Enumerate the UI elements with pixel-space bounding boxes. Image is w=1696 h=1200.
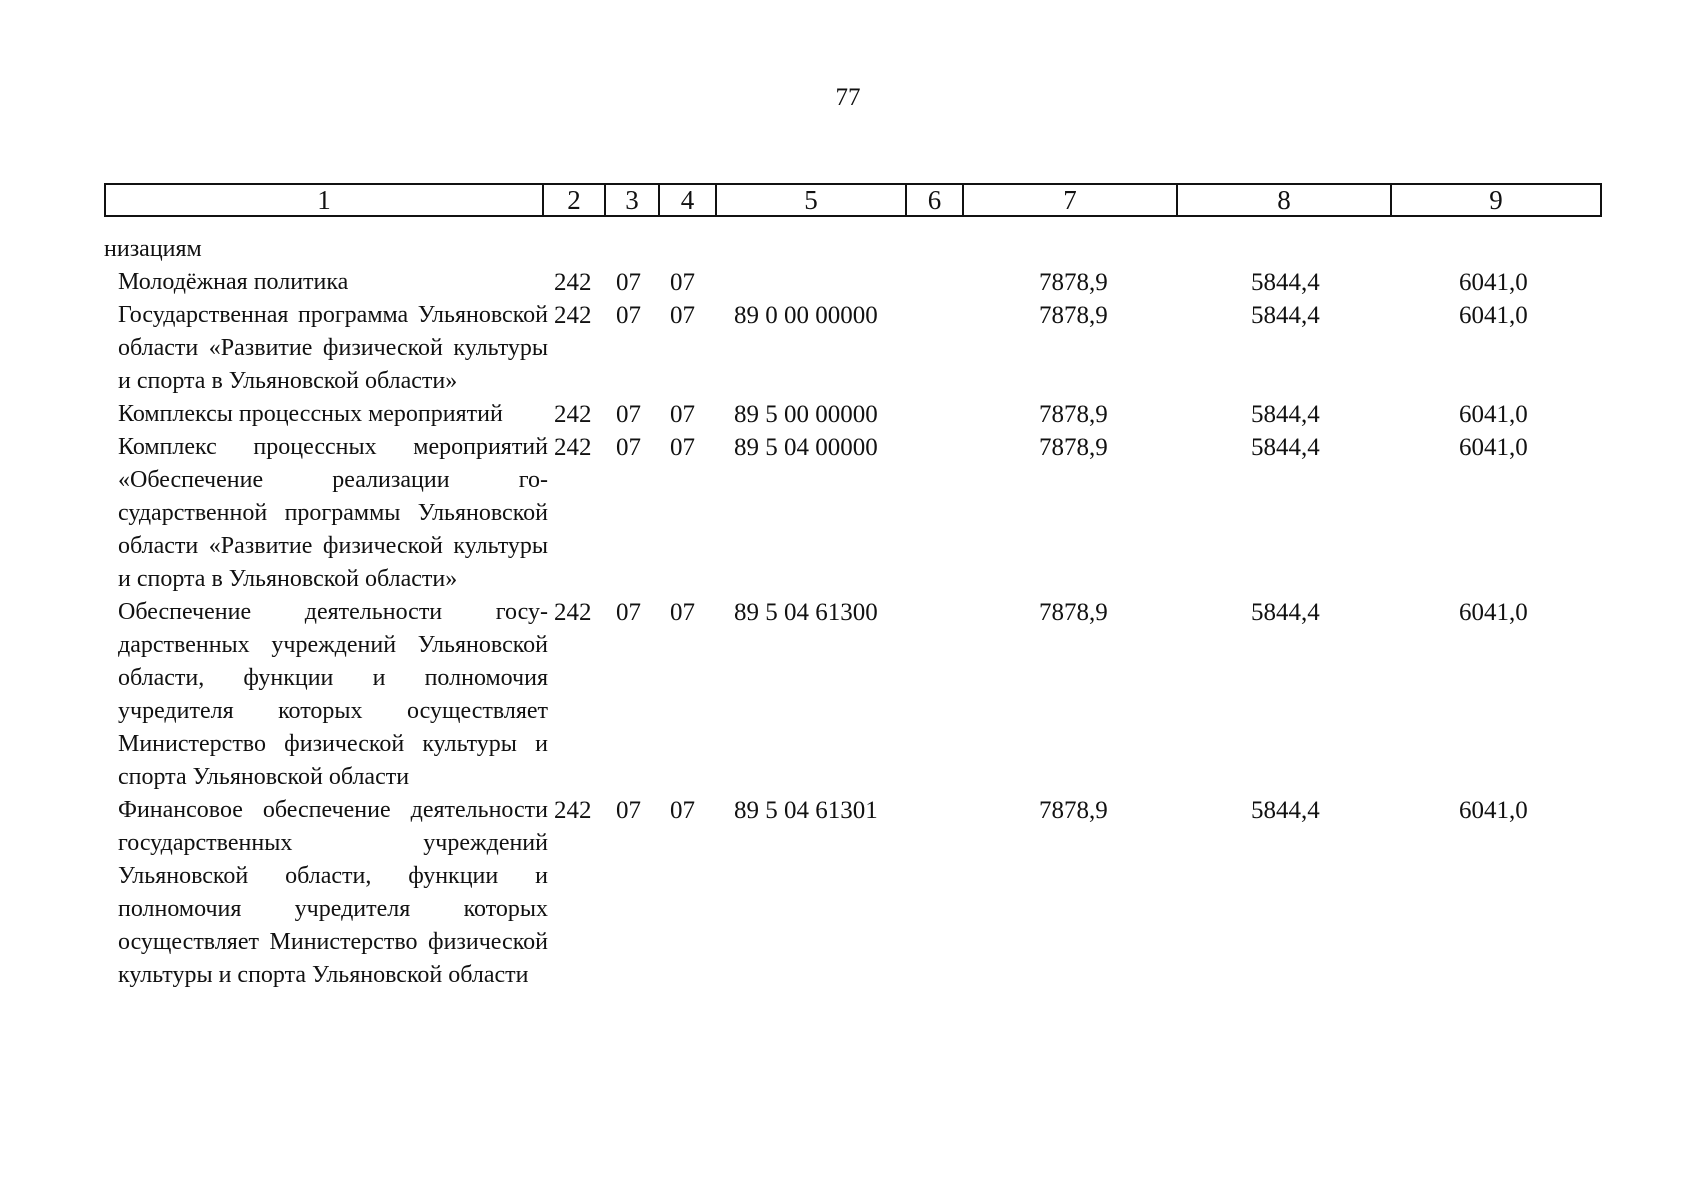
page-number: 77 <box>835 84 861 111</box>
cell-col-5: 89 5 04 61300 <box>734 599 878 626</box>
cell-col-7: 7878,9 <box>1039 599 1108 626</box>
cell-col-2: 242 <box>554 599 592 626</box>
cell-col-3: 07 <box>616 599 641 626</box>
cell-col-9: 6041,0 <box>1459 401 1528 428</box>
cell-col-8: 5844,4 <box>1251 401 1320 428</box>
cell-col-5: 89 5 04 00000 <box>734 434 878 461</box>
cell-col-3: 07 <box>616 302 641 329</box>
cell-col-4: 07 <box>670 269 695 296</box>
cell-col-8: 5844,4 <box>1251 434 1320 461</box>
cell-col-4: 07 <box>670 434 695 461</box>
cell-col-2: 242 <box>554 401 592 428</box>
cell-col-4: 07 <box>670 599 695 626</box>
cell-col-9: 6041,0 <box>1459 302 1528 329</box>
row-name: Комплекс процессных мероприятий «Обеспечение реализации государственной программы Ульяновской области «Развитие физической культуры и спорта в Ульяновской области» <box>118 434 548 592</box>
cell-col-8: 5844,4 <box>1251 599 1320 626</box>
row-name: Государственная программа Ульяновской области «Развитие физической культуры и спорта в Ульяновской области» <box>118 302 548 394</box>
cell-col-5: 89 5 04 61301 <box>734 797 878 824</box>
cell-col-5: 89 0 00 00000 <box>734 302 878 329</box>
cell-col-7: 7878,9 <box>1039 269 1108 296</box>
header-cell-1: 1 <box>105 184 543 216</box>
row-name: Обеспечение деятельности государственных учреждений Ульяновской области, функции и полномочия учредителя которых осуществляет Министерство физической культуры и спорта Ульяновской области <box>118 599 548 790</box>
cell-col-8: 5844,4 <box>1251 269 1320 296</box>
row-name: Молодёжная политика <box>118 269 349 295</box>
row-name: низациям <box>104 236 202 262</box>
table-row <box>104 398 1600 431</box>
row-name: Финансовое обеспечение деятельности государственных учреждений Ульяновской области, функции и полномочия учредителя которых осуществляет Министерство физической культуры и спорта Ульяновской области <box>118 797 548 988</box>
cell-col-4: 07 <box>670 797 695 824</box>
header-cell-4: 4 <box>659 184 716 216</box>
cell-col-3: 07 <box>616 797 641 824</box>
cell-col-5: 89 5 00 00000 <box>734 401 878 428</box>
cell-col-7: 7878,9 <box>1039 797 1108 824</box>
cell-col-7: 7878,9 <box>1039 401 1108 428</box>
row-name: Комплексы процессных мероприятий <box>118 401 503 427</box>
cell-col-9: 6041,0 <box>1459 269 1528 296</box>
cell-col-3: 07 <box>616 269 641 296</box>
table-row <box>104 596 1600 794</box>
cell-col-2: 242 <box>554 302 592 329</box>
header-cell-6: 6 <box>906 184 963 216</box>
cell-col-3: 07 <box>616 434 641 461</box>
header-cell-2: 2 <box>543 184 605 216</box>
cell-col-7: 7878,9 <box>1039 434 1108 461</box>
cell-col-2: 242 <box>554 797 592 824</box>
cell-col-2: 242 <box>554 269 592 296</box>
table-body <box>104 233 1600 992</box>
header-cell-5: 5 <box>716 184 906 216</box>
column-header-table <box>104 183 1602 217</box>
cell-col-4: 07 <box>670 401 695 428</box>
cell-col-7: 7878,9 <box>1039 302 1108 329</box>
cell-col-8: 5844,4 <box>1251 302 1320 329</box>
table-row <box>104 794 1600 992</box>
cell-col-9: 6041,0 <box>1459 434 1528 461</box>
cell-col-8: 5844,4 <box>1251 797 1320 824</box>
header-cell-9: 9 <box>1391 184 1601 216</box>
cell-col-9: 6041,0 <box>1459 797 1528 824</box>
table-row <box>104 233 1600 266</box>
header-cell-8: 8 <box>1177 184 1391 216</box>
table-row <box>104 431 1600 596</box>
header-cell-7: 7 <box>963 184 1177 216</box>
cell-col-9: 6041,0 <box>1459 599 1528 626</box>
cell-col-2: 242 <box>554 434 592 461</box>
header-row <box>105 184 1601 216</box>
cell-col-4: 07 <box>670 302 695 329</box>
header-cell-3: 3 <box>605 184 659 216</box>
table-row <box>104 299 1600 398</box>
table-row <box>104 266 1600 299</box>
cell-col-3: 07 <box>616 401 641 428</box>
